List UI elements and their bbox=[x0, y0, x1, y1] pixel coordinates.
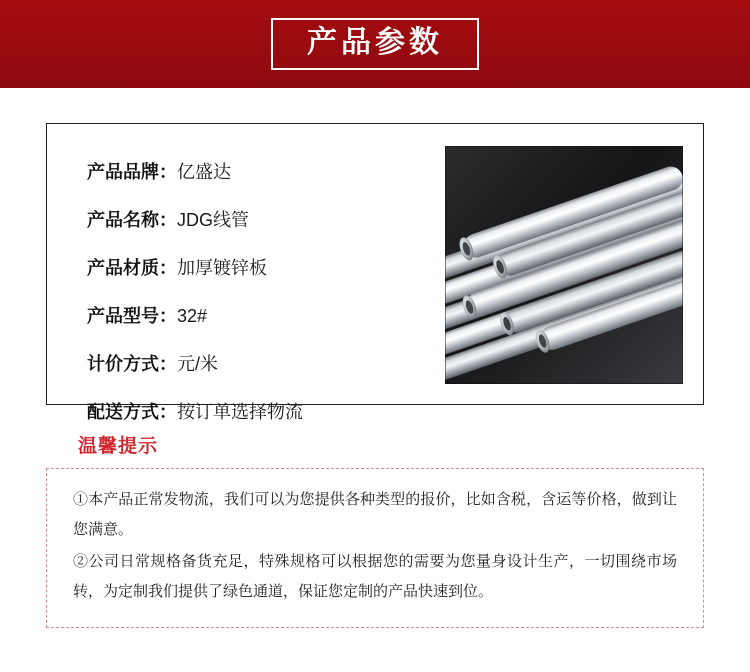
page-header bbox=[0, 0, 750, 88]
spec-separator: ： bbox=[159, 162, 177, 182]
conduit-pipes-illustration bbox=[445, 146, 683, 384]
tips-title: 温馨提示 bbox=[78, 436, 159, 457]
spec-label: 计价方式 bbox=[87, 354, 159, 374]
product-photo bbox=[445, 146, 683, 384]
spec-value: 亿盛达 bbox=[177, 162, 231, 182]
tips-item: ②公司日常规格备货充足，特殊规格可以根据您的需要为您量身设计生产，一切围绕市场转，为定制我们提供了绿色通道，保证您定制的产品快速到位。 bbox=[73, 553, 677, 600]
spec-label: 产品型号 bbox=[87, 306, 159, 326]
spec-row bbox=[87, 350, 445, 376]
spec-row bbox=[87, 158, 445, 184]
tips-item: ①本产品正常发物流，我们可以为您提供各种类型的报价，比如含税，含运等价格，做到让您满意。 bbox=[73, 491, 677, 538]
spec-value: JDG线管 bbox=[177, 210, 249, 230]
spec-separator: ： bbox=[159, 402, 177, 422]
spec-separator: ： bbox=[159, 258, 177, 278]
spec-panel bbox=[46, 123, 704, 422]
spec-label: 产品材质 bbox=[87, 258, 159, 278]
spec-separator: ： bbox=[159, 306, 177, 326]
spec-separator: ： bbox=[159, 210, 177, 230]
page-title-box bbox=[271, 18, 479, 70]
spec-row bbox=[87, 206, 445, 232]
spec-value: 32# bbox=[177, 306, 208, 326]
spec-label: 产品名称 bbox=[87, 210, 159, 230]
spec-row bbox=[87, 254, 445, 280]
tips-box bbox=[46, 468, 704, 628]
spec-label: 产品品牌 bbox=[87, 162, 159, 182]
spec-separator: ： bbox=[159, 354, 177, 374]
spec-label: 配送方式 bbox=[87, 402, 159, 422]
spec-value: 元/米 bbox=[177, 354, 219, 374]
spec-row bbox=[87, 302, 445, 328]
spec-row bbox=[87, 398, 445, 424]
page-title: 产品参数 bbox=[307, 26, 443, 59]
spec-value: 按订单选择物流 bbox=[177, 402, 303, 422]
spec-list bbox=[69, 146, 445, 424]
spec-value: 加厚镀锌板 bbox=[177, 258, 267, 278]
